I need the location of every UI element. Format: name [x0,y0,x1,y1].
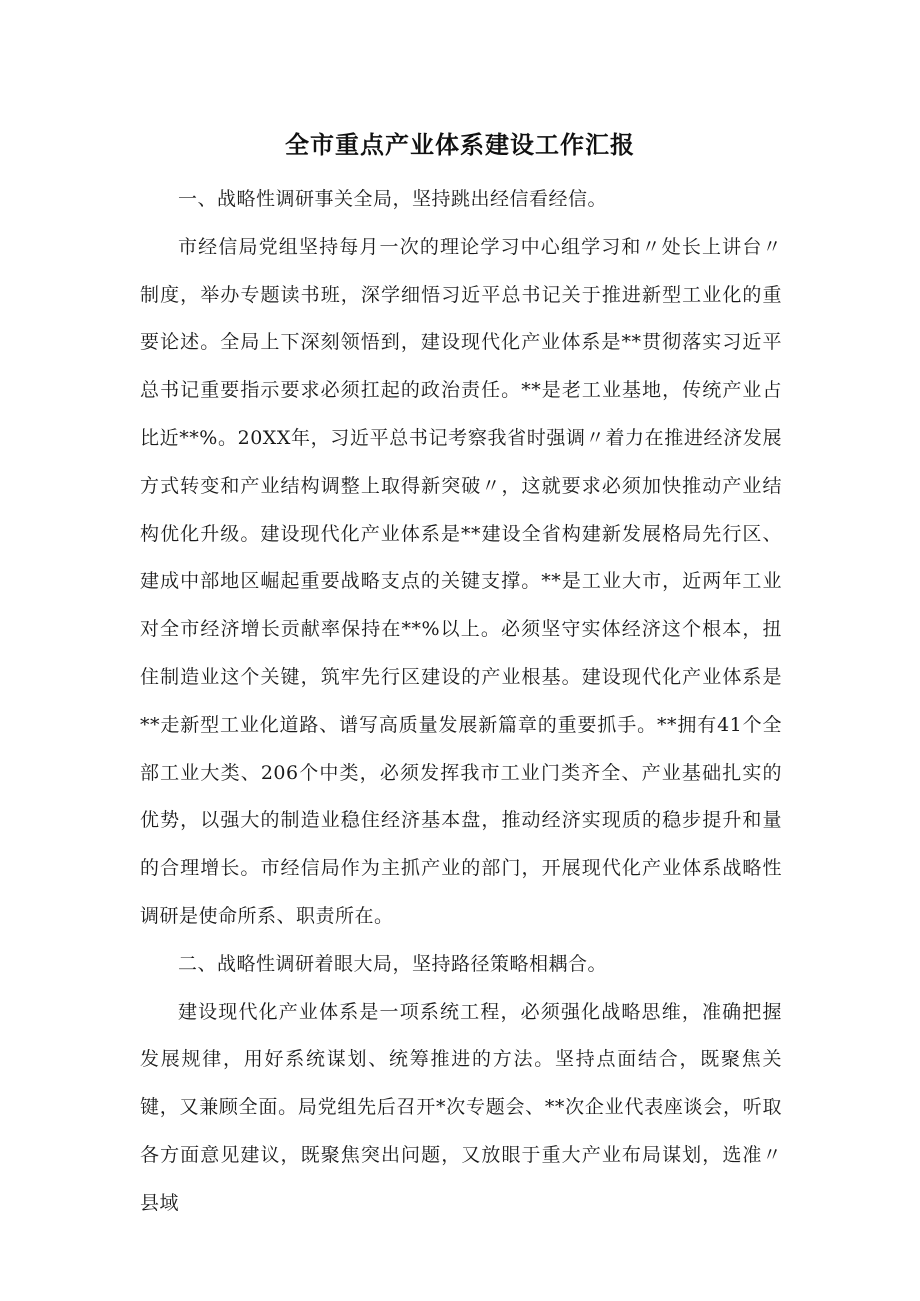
body-paragraph-2: 建设现代化产业体系是一项系统工程，必须强化战略思维，准确把握发展规律，用好系统谋划、统筹推进的方法。坚持点面结合，既聚焦关键，又兼顾全面。局党组先后召开*次专题会、**次企业代表座谈会，听取各方面意见建议，既聚焦突出问题，又放眼于重大产业布局谋划，选准〃县域 [140,1000,782,1214]
body-paragraph-1: 市经信局党组坚持每月一次的理论学习中心组学习和〃处长上讲台〃制度，举办专题读书班，深学细悟习近平总书记关于推进新型工业化的重要论述。全局上下深刻领悟到，建设现代化产业体系是**贯彻落实习近平总书记重要指示要求必须扛起的政治责任。**是老工业基地，传统产业占比近**%。20XX年，习近平总书记考察我省时强调〃着力在推进经济发展方式转变和产业结构调整上取得新突破〃，这就要求必须加快推动产业结构优化升级。建设现代化产业体系是**建设全省构建新发展格局先行区、建成中部地区崛起重要战略支点的关键支撑。**是工业大市，近两年工业对全市经济增长贡献率保持在**%以上。必须坚守实体经济这个根本，扭住制造业这个关键，筑牢先行区建设的产业根基。建设现代化产业体系是**走新型工业化道路、谱写高质量发展新篇章的重要抓手。**拥有41个全部工业大类、206个中类，必须发挥我市工业门类齐全、产业基础扎实的优势，以强大的制造业稳住经济基本盘，推动经济实现质的稳步提升和量的合理增长。市经信局作为主抓产业的部门，开展现代化产业体系战略性调研是使命所系、职责所在。 [140,235,782,927]
section-heading-2: 二、战略性调研着眼大局，坚持路径策略相耦合。 [178,952,608,975]
document-title: 全市重点产业体系建设工作汇报 [285,131,635,159]
section-heading-1: 一、战略性调研事关全局，坚持跳出经信看经信。 [178,188,608,210]
document-body [140,176,782,1228]
